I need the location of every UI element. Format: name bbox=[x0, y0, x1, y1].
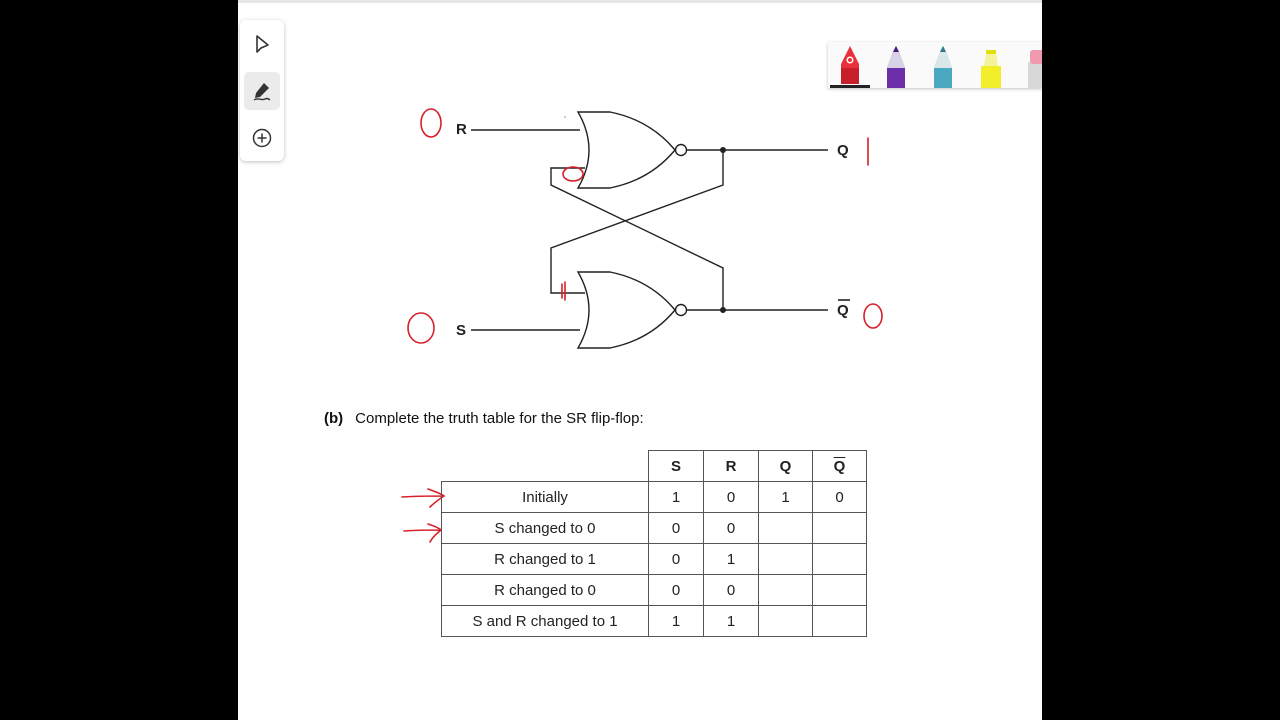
cell-r: 0 bbox=[704, 513, 759, 544]
output-qbar-label: Q bbox=[837, 302, 849, 319]
cell-r: 1 bbox=[704, 544, 759, 575]
table-row bbox=[442, 606, 867, 637]
input-s-label: S bbox=[456, 322, 467, 339]
cell-qbar[interactable] bbox=[813, 513, 867, 544]
row-state: S changed to 0 bbox=[442, 513, 649, 544]
header-blank bbox=[442, 451, 649, 482]
header-r: R bbox=[704, 451, 759, 482]
question-text: Complete the truth table for the SR flip-flop: bbox=[355, 410, 644, 427]
truth-table bbox=[441, 450, 867, 637]
cell-s: 1 bbox=[649, 606, 704, 637]
header-q: Q bbox=[759, 451, 813, 482]
cell-qbar[interactable] bbox=[813, 544, 867, 575]
table-row bbox=[442, 575, 867, 606]
cell-r: 0 bbox=[704, 482, 759, 513]
junction-dot-q bbox=[720, 147, 726, 153]
cell-q[interactable]: 1 bbox=[759, 482, 813, 513]
row-state: S and R changed to 1 bbox=[442, 606, 649, 637]
cell-s: 0 bbox=[649, 513, 704, 544]
row-state: Initially bbox=[442, 482, 649, 513]
cell-s: 0 bbox=[649, 575, 704, 606]
cell-q[interactable] bbox=[759, 513, 813, 544]
cell-qbar[interactable] bbox=[813, 606, 867, 637]
cell-q[interactable] bbox=[759, 544, 813, 575]
header-qbar: $\overline{Q}$ bbox=[813, 451, 867, 482]
question-label: (b) bbox=[324, 410, 344, 427]
cell-r: 1 bbox=[704, 606, 759, 637]
row-state: R changed to 0 bbox=[442, 575, 649, 606]
cell-q[interactable] bbox=[759, 606, 813, 637]
question-caption bbox=[324, 410, 644, 427]
cell-qbar[interactable] bbox=[813, 575, 867, 606]
nor-gate-bottom bbox=[578, 272, 675, 348]
cell-qbar[interactable]: 0 bbox=[813, 482, 867, 513]
cell-s: 0 bbox=[649, 544, 704, 575]
sr-flip-flop-diagram bbox=[238, 0, 1042, 400]
cell-s: 1 bbox=[649, 482, 704, 513]
table-row bbox=[442, 513, 867, 544]
output-q-label: Q bbox=[837, 142, 849, 159]
ink-arrow-initially bbox=[402, 489, 444, 507]
cell-r: 0 bbox=[704, 575, 759, 606]
junction-dot-qbar bbox=[720, 307, 726, 313]
cell-q[interactable] bbox=[759, 575, 813, 606]
row-state: R changed to 1 bbox=[442, 544, 649, 575]
header-s: S bbox=[649, 451, 704, 482]
circuit-wires bbox=[471, 112, 828, 348]
nor-gate-top bbox=[578, 112, 675, 188]
table-row bbox=[442, 482, 867, 513]
whiteboard-page[interactable] bbox=[238, 0, 1042, 720]
truth-table-header-row bbox=[442, 451, 867, 482]
inverter-bubble-top bbox=[676, 145, 687, 156]
table-row bbox=[442, 544, 867, 575]
input-r-label: R bbox=[456, 121, 467, 138]
ink-arrow-s-changed bbox=[404, 524, 441, 542]
inverter-bubble-bottom bbox=[676, 305, 687, 316]
